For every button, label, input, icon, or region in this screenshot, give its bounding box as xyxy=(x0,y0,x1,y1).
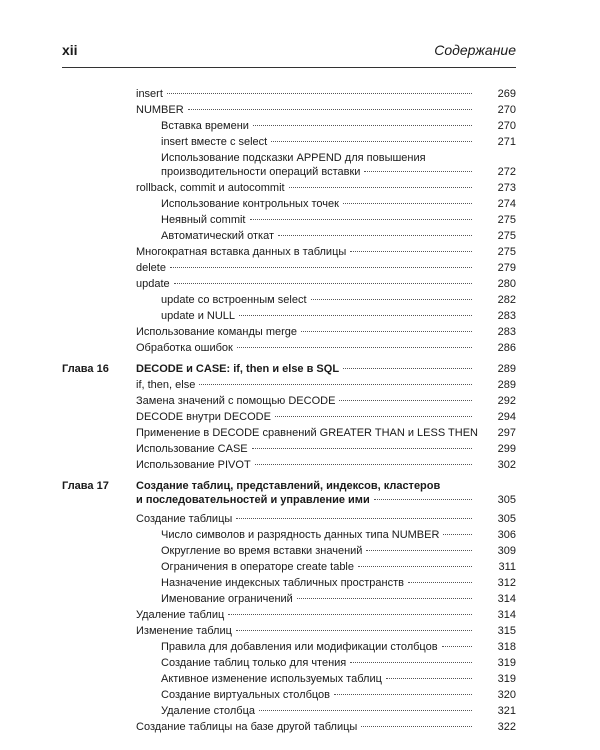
toc-entry xyxy=(136,720,516,734)
entry-page: 314 xyxy=(497,593,516,605)
entry-page: 314 xyxy=(497,609,516,621)
toc-entry xyxy=(136,608,516,622)
toc-entry xyxy=(136,325,516,339)
entry-page: 318 xyxy=(497,641,516,653)
page-number: xii xyxy=(62,42,78,58)
entry-title: delete xyxy=(136,262,166,274)
toc-entry xyxy=(161,528,516,542)
entry-title: Удаление таблиц xyxy=(136,609,225,621)
entry-title: Создание виртуальных столбцов xyxy=(161,689,331,701)
toc-entry xyxy=(161,672,516,686)
toc-entry xyxy=(161,560,516,574)
entry-title: Создание таблиц только для чтения xyxy=(161,657,347,669)
entry-title: Использование CASE xyxy=(136,443,248,455)
entry-page: 302 xyxy=(497,459,516,471)
entry-title: Применение в DECODE сравнений GREATER THAN и LESS THEN xyxy=(136,427,478,439)
entry-page: 279 xyxy=(497,262,516,274)
toc-entry xyxy=(161,576,516,590)
toc-chapter-entry xyxy=(136,479,516,507)
toc-entry xyxy=(136,103,516,117)
toc-chapter-entry xyxy=(136,362,516,376)
entry-page: 289 xyxy=(497,379,516,391)
toc-entry xyxy=(161,293,516,307)
entry-title: Вставка времени xyxy=(161,120,249,132)
entry-title: NUMBER xyxy=(136,104,184,116)
entry-title: insert вместе с select xyxy=(161,136,268,148)
entry-title: Ограничения в операторе create table xyxy=(161,561,354,573)
entry-page: 280 xyxy=(497,278,516,290)
entry-title: Правила для добавления или модификации столбцов xyxy=(161,641,438,653)
chapter-label: Глава 17 xyxy=(62,480,109,492)
entry-page: 320 xyxy=(497,689,516,701)
entry-page: 272 xyxy=(497,166,516,178)
toc-entry xyxy=(161,135,516,149)
entry-title: Создание таблицы xyxy=(136,513,233,525)
entry-title: rollback, commit и autocommit xyxy=(136,182,285,194)
entry-page: 299 xyxy=(497,443,516,455)
toc-entry xyxy=(161,119,516,133)
toc-entry xyxy=(161,688,516,702)
entry-page: 305 xyxy=(497,513,516,525)
toc-entry xyxy=(161,656,516,670)
toc-entry xyxy=(161,544,516,558)
entry-page: 275 xyxy=(497,246,516,258)
chapter-title-line1: Создание таблиц, представлений, индексов, кластеров xyxy=(136,480,441,492)
entry-title: Многократная вставка данных в таблицы xyxy=(136,246,347,258)
entry-title: Использование команды merge xyxy=(136,326,298,338)
entry-page: 297 xyxy=(497,427,516,439)
toc-entry xyxy=(161,309,516,323)
entry-page: 289 xyxy=(497,363,516,375)
entry-page: 274 xyxy=(497,198,516,210)
entry-title: Неявный commit xyxy=(161,214,246,226)
entry-page: 321 xyxy=(497,705,516,717)
toc-entry xyxy=(136,378,516,392)
entry-title-line2: производительности операций вставки xyxy=(161,166,361,178)
entry-page: 292 xyxy=(497,395,516,407)
entry-page: 269 xyxy=(497,88,516,100)
chapter-label: Глава 16 xyxy=(62,363,109,375)
toc-entry xyxy=(136,394,516,408)
page-header xyxy=(62,42,516,64)
entry-title: Создание таблицы на базе другой таблицы xyxy=(136,721,358,733)
toc-entry xyxy=(161,592,516,606)
entry-page: 283 xyxy=(497,310,516,322)
entry-page: 273 xyxy=(497,182,516,194)
toc-entry xyxy=(136,261,516,275)
entry-page: 319 xyxy=(497,657,516,669)
entry-title: Использование PIVOT xyxy=(136,459,251,471)
toc-entry xyxy=(136,245,516,259)
toc-entry xyxy=(136,87,516,101)
toc-entry xyxy=(136,341,516,355)
entry-page: 312 xyxy=(497,577,516,589)
entry-page: 305 xyxy=(497,494,516,506)
entry-title: insert xyxy=(136,88,163,100)
toc-entry xyxy=(161,151,516,179)
toc-entry xyxy=(136,458,516,472)
entry-page: 275 xyxy=(497,230,516,242)
toc-entry xyxy=(136,442,516,456)
toc-entry xyxy=(136,181,516,195)
toc-entry xyxy=(161,704,516,718)
entry-title: Автоматический откат xyxy=(161,230,274,242)
entry-page: 286 xyxy=(497,342,516,354)
entry-title: Число символов и разрядность данных типа NUMBER xyxy=(161,529,440,541)
entry-title: Округление во время вставки значений xyxy=(161,545,363,557)
entry-page: 322 xyxy=(497,721,516,733)
toc-entry xyxy=(161,197,516,211)
entry-title: Именование ограничений xyxy=(161,593,293,605)
toc-entry xyxy=(136,512,516,526)
entry-title: Использование контрольных точек xyxy=(161,198,339,210)
entry-title: DECODE внутри DECODE xyxy=(136,411,271,423)
entry-page: 282 xyxy=(497,294,516,306)
entry-page: 275 xyxy=(497,214,516,226)
entry-title-line1: Использование подсказки APPEND для повышения xyxy=(161,152,426,164)
entry-title: update xyxy=(136,278,170,290)
toc-entry xyxy=(161,213,516,227)
entry-page: 271 xyxy=(497,136,516,148)
entry-page: 319 xyxy=(497,673,516,685)
entry-title: Замена значений с помощью DECODE xyxy=(136,395,336,407)
chapter-title-line2: и последовательностей и управление ими xyxy=(136,494,370,506)
entry-page: 309 xyxy=(497,545,516,557)
section-title: Содержание xyxy=(434,42,516,58)
entry-title: update со встроенным select xyxy=(161,294,307,306)
entry-page: 270 xyxy=(497,104,516,116)
entry-title: Активное изменение используемых таблиц xyxy=(161,673,382,685)
entry-title: Обработка ошибок xyxy=(136,342,233,354)
entry-page: 270 xyxy=(497,120,516,132)
entry-page: 294 xyxy=(497,411,516,423)
chapter-title: DECODE и CASE: if, then и else в SQL xyxy=(136,363,340,375)
toc-entry xyxy=(136,426,516,440)
entry-title: update и NULL xyxy=(161,310,236,322)
entry-page: 306 xyxy=(497,529,516,541)
header-rule xyxy=(62,67,516,68)
toc-entry xyxy=(136,410,516,424)
entry-page: 311 xyxy=(498,561,516,573)
toc-entry xyxy=(161,229,516,243)
toc-entry xyxy=(136,624,516,638)
entry-title: Удаление столбца xyxy=(161,705,256,717)
toc-entry xyxy=(136,277,516,291)
toc-entry xyxy=(161,640,516,654)
entry-title: Изменение таблиц xyxy=(136,625,232,637)
entry-title: Назначение индексных табличных пространств xyxy=(161,577,404,589)
entry-title: if, then, else xyxy=(136,379,196,391)
entry-page: 315 xyxy=(497,625,516,637)
entry-page: 283 xyxy=(497,326,516,338)
